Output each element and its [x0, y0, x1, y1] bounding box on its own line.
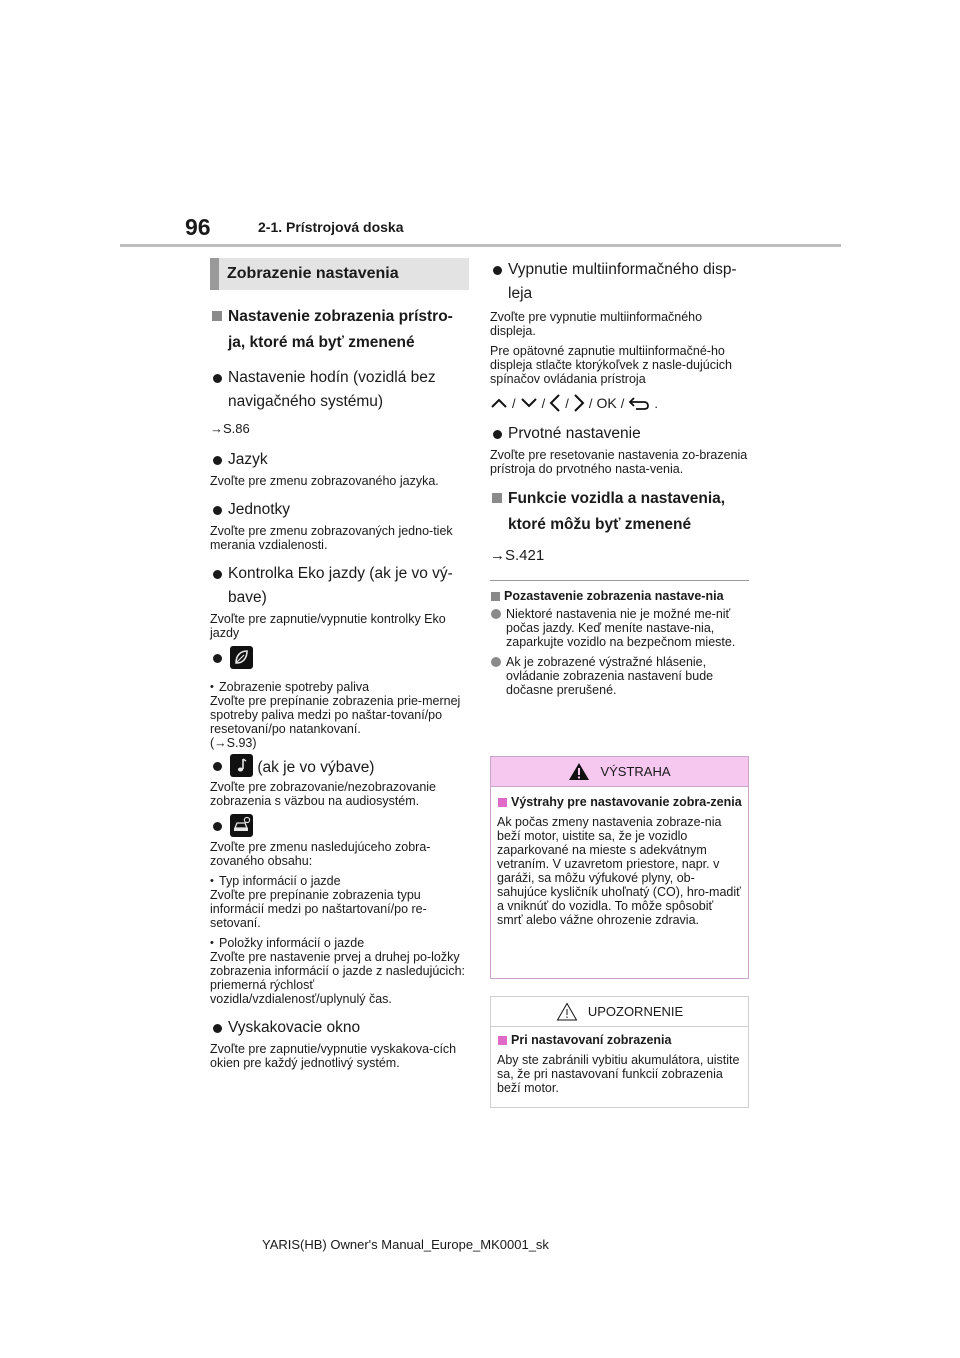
functions-ref-text: S.421 [505, 547, 545, 564]
audio-text: Zvoľte pre zobrazovanie/nezobrazovanie zobrazenia s väzbou na audiosystém. [210, 780, 437, 808]
clock-ref: →S.86 [210, 421, 250, 436]
audio-suffix: (ak je vo výbave) [257, 759, 375, 776]
display-off-title: Vypnutie multiinformačného disp-leja [490, 258, 749, 306]
display-off-text2: Pre opätovné zapnutie multiinformačné-ho displeja stlačte ktorýkoľvek z nasle-dujúcich spínačov ovládania prístroja [490, 344, 732, 386]
note-heading: Pozastavenie zobrazenia nastave-nia [490, 589, 749, 603]
warning-header [491, 757, 748, 787]
fuel-ref: (→S.93) [210, 736, 257, 750]
eco-text: Zvoľte pre zapnutie/vypnutie kontrolky Eko jazdy [210, 612, 446, 640]
switch-buttons [490, 392, 749, 414]
caution-box [490, 996, 749, 1108]
button-sep-4: / [588, 395, 593, 411]
display-off-text1: Zvoľte pre vypnutie multiinformačného displeja. [490, 310, 703, 338]
caution-header [491, 997, 748, 1027]
header-rule [120, 244, 841, 247]
caution-text: Aby ste zabránili vybitiu akumulátora, uistite sa, že pri nastavovaní funkcií zobrazenia beží motor. [497, 1053, 740, 1095]
reset-title: Prvotné nastavenie [490, 422, 749, 446]
drive-info-item2-text: Zvoľte pre nastavenie prvej a druhej po-ložky zobrazenia informácií o jazde z nasledujúcich: priemerná rýchlosť vozidla/vzdialenosť/uplynulý čas. [210, 950, 465, 1006]
page-number: 96 [185, 214, 211, 240]
fuel-item: • Zobrazenie spotreby paliva [210, 680, 469, 694]
chapter-title: 2-1. Prístrojová doska [258, 219, 404, 235]
music-note-icon [230, 754, 253, 777]
note-divider [490, 580, 749, 581]
chevron-left-icon [549, 393, 561, 413]
drive-info-text: Zvoľte pre zmenu nasledujúceho zobra-zovaného obsahu: [210, 840, 431, 868]
fuel-text: Zvoľte pre prepínanie zobrazenia prie-mernej spotreby paliva medzi po naštar-tovaní/po resetovaní/po natankovaní. [210, 694, 461, 736]
warning-text: Ak počas zmeny nastavenia zobraze-nia beží motor, uistite sa, že je vozidlo zaparkované na mieste s adekvátnym vetraním. V uzavretom priestore, napr. v garáži, sa môžu výfukové plyny, ob-sahujúce kysličník uhoľnatý (CO), hro-madiť a vniknúť do vozidla. To môže spôsobiť smrť alebo vážne ohrozenie zdravia. [497, 815, 741, 927]
audio-bullet [210, 754, 469, 780]
drive-info-item2: • Položky informácií o jazde [210, 936, 469, 950]
chevron-down-icon [520, 396, 538, 410]
back-arrow-icon [628, 395, 650, 411]
section-title: Zobrazenie nastavenia [210, 258, 469, 290]
eco-title: Kontrolka Eko jazdy (ak je vo vý-bave) [210, 562, 469, 610]
clock-ref-text: S.86 [223, 421, 250, 436]
warning-label: VÝSTRAHA [600, 764, 671, 779]
drive-info-bullet [210, 814, 469, 840]
chevron-right-icon [573, 393, 585, 413]
reset-text: Zvoľte pre resetovanie nastavenia zo-brazenia prístroja do prvotného nasta-venia. [490, 448, 748, 476]
caution-label: UPOZORNENIE [587, 1004, 684, 1019]
eco-leaf-icon [230, 646, 253, 669]
functions-ref: →S.421 [490, 547, 545, 564]
note-bullet-1: Niektoré nastavenia nie je možné me-niť počas jazdy. Keď meníte nastave-nia, zaparkujte vozidlo na bezpečnom mieste. [490, 607, 749, 649]
button-sep-1: / [512, 395, 516, 411]
settings-heading: Nastavenie zobrazenia prístro-ja, ktoré má byť zmenené [210, 304, 469, 356]
warning-heading: Výstrahy pre nastavovanie zobra-zenia [497, 795, 742, 809]
car-info-icon [230, 814, 253, 837]
language-text: Zvoľte pre zmenu zobrazovaného jazyka. [210, 474, 439, 488]
popup-title: Vyskakovacie okno [210, 1016, 469, 1040]
button-sep-5: / [620, 395, 625, 411]
units-title: Jednotky [210, 498, 469, 522]
button-sep-2: / [541, 395, 546, 411]
functions-heading: Funkcie vozidla a nastavenia, ktoré môžu byť zmenené [490, 486, 749, 538]
chevron-up-icon [490, 396, 508, 410]
buttons-end: . [654, 395, 658, 411]
clock-title: Nastavenie hodín (vozidlá bez navigačného systému) [210, 366, 469, 414]
popup-text: Zvoľte pre zapnutie/vypnutie vyskakova-cích okien pre každý jednotlivý systém. [210, 1042, 457, 1070]
warning-box [490, 756, 749, 979]
language-title: Jazyk [210, 448, 469, 472]
warning-triangle-icon [568, 762, 590, 781]
ok-button-label: OK [596, 395, 617, 411]
footer-text: YARIS(HB) Owner's Manual_Europe_MK0001_sk [262, 1237, 549, 1252]
fuel-bullet [210, 646, 469, 674]
drive-info-item1-text: Zvoľte pre prepínanie zobrazenia typu informácií medzi po naštartovaní/po re-setovaní. [210, 888, 427, 930]
units-text: Zvoľte pre zmenu zobrazovaných jedno-tiek merania vzdialenosti. [210, 524, 453, 552]
drive-info-item1: • Typ informácií o jazde [210, 874, 469, 888]
caution-triangle-icon [556, 1002, 578, 1021]
left-column [210, 258, 469, 1076]
caution-heading: Pri nastavovaní zobrazenia [497, 1033, 742, 1047]
button-sep-3: / [565, 395, 569, 411]
right-column [490, 258, 749, 703]
note-bullet-2: Ak je zobrazené výstražné hlásenie, ovládanie zobrazenia nastavení bude dočasne prerušené. [490, 655, 749, 697]
